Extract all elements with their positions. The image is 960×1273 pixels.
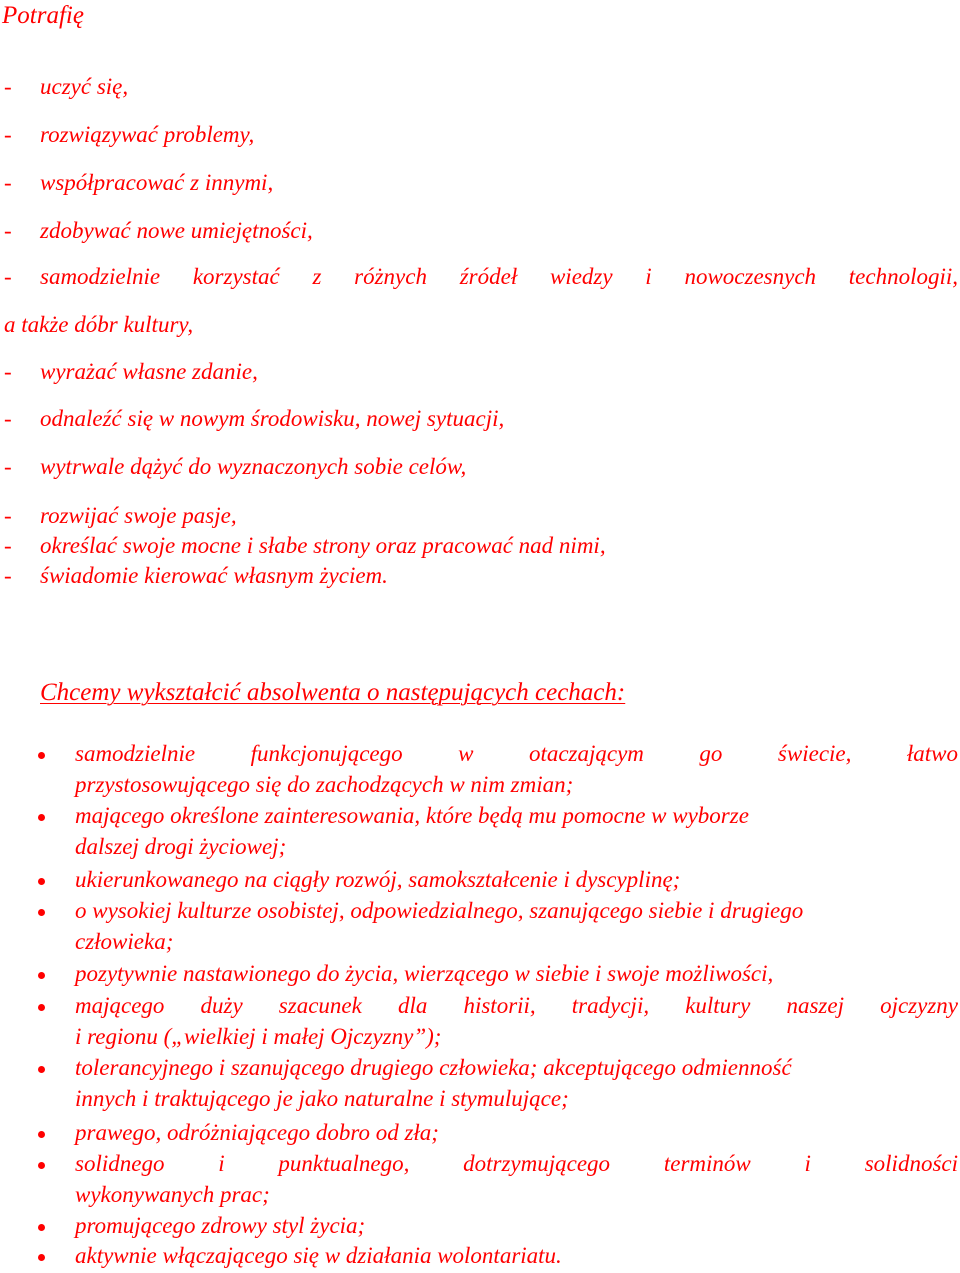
- trait-text: prawego, odróżniającego dobro od zła;: [75, 1120, 439, 1145]
- dash-marker: -: [4, 533, 12, 558]
- trait-text: aktywnie włączającego się w działania wolontariatu.: [75, 1243, 562, 1268]
- bullet-icon: [38, 814, 45, 821]
- bullet-icon: [38, 1254, 45, 1261]
- skill-text: uczyć się,: [40, 74, 129, 99]
- section-title: Chcemy wykształcić absolwenta o następujących cechach:: [40, 679, 626, 706]
- bullet-icon: [38, 1066, 45, 1073]
- dash-marker: -: [4, 170, 12, 195]
- dash-marker: -: [4, 122, 12, 147]
- skill-text: samodzielnie korzystać z różnych źródeł wiedzy i nowoczesnych technologii,: [40, 264, 958, 289]
- dash-marker: -: [4, 264, 12, 289]
- skill-continuation: a także dóbr kultury,: [4, 312, 194, 337]
- skill-text: wyrażać własne zdanie,: [40, 359, 258, 384]
- trait-text: solidnego i punktualnego, dotrzymującego terminów i solidności: [75, 1151, 958, 1176]
- bullet-icon: [38, 878, 45, 885]
- dash-marker: -: [4, 218, 12, 243]
- skill-text: współpracować z innymi,: [40, 170, 274, 195]
- skill-text: zdobywać nowe umiejętności,: [40, 218, 313, 243]
- page-heading: Potrafię: [2, 2, 84, 29]
- trait-text: ukierunkowanego na ciągły rozwój, samokształcenie i dyscyplinę;: [75, 867, 681, 892]
- bullet-icon: [38, 1162, 45, 1169]
- bullet-icon: [38, 1131, 45, 1138]
- skill-text: rozwiązywać problemy,: [40, 122, 255, 147]
- dash-marker: -: [4, 454, 12, 479]
- dash-marker: -: [4, 406, 12, 431]
- skill-text: rozwijać swoje pasje,: [40, 503, 237, 528]
- trait-text: pozytywnie nastawionego do życia, wierzącego w siebie i swoje możliwości,: [75, 961, 774, 986]
- bullet-icon: [38, 972, 45, 979]
- trait-text-continued: wykonywanych prac;: [75, 1182, 270, 1207]
- dash-marker: -: [4, 563, 12, 588]
- trait-text-continued: i regionu („wielkiej i małej Ojczyzny”);: [75, 1024, 442, 1049]
- skill-text: odnaleźć się w nowym środowisku, nowej sytuacji,: [40, 406, 505, 431]
- skill-text: wytrwale dążyć do wyznaczonych sobie celów,: [40, 454, 467, 479]
- trait-text: tolerancyjnego i szanującego drugiego człowieka; akceptującego odmienność: [75, 1055, 792, 1080]
- dash-marker: -: [4, 359, 12, 384]
- bullet-icon: [38, 909, 45, 916]
- skill-text: świadomie kierować własnym życiem.: [40, 563, 388, 588]
- trait-text-continued: przystosowującego się do zachodzących w nim zmian;: [75, 772, 574, 797]
- bullet-icon: [38, 752, 45, 759]
- trait-text-continued: innych i traktującego je jako naturalne i stymulujące;: [75, 1086, 569, 1111]
- trait-text-continued: człowieka;: [75, 929, 174, 954]
- skill-text: określać swoje mocne i słabe strony oraz pracować nad nimi,: [40, 533, 606, 558]
- trait-text: promującego zdrowy styl życia;: [75, 1213, 366, 1238]
- bullet-icon: [38, 1004, 45, 1011]
- trait-text: mającego duży szacunek dla historii, tradycji, kultury naszej ojczyzny: [75, 993, 958, 1018]
- trait-text: samodzielnie funkcjonującego w otaczającym go świecie, łatwo: [75, 741, 958, 766]
- bullet-icon: [38, 1224, 45, 1231]
- dash-marker: -: [4, 503, 12, 528]
- trait-text: o wysokiej kulturze osobistej, odpowiedzialnego, szanującego siebie i drugiego: [75, 898, 804, 923]
- trait-text-continued: dalszej drogi życiowej;: [75, 834, 287, 859]
- trait-text: mającego określone zainteresowania, które będą mu pomocne w wyborze: [75, 803, 749, 828]
- dash-marker: -: [4, 74, 12, 99]
